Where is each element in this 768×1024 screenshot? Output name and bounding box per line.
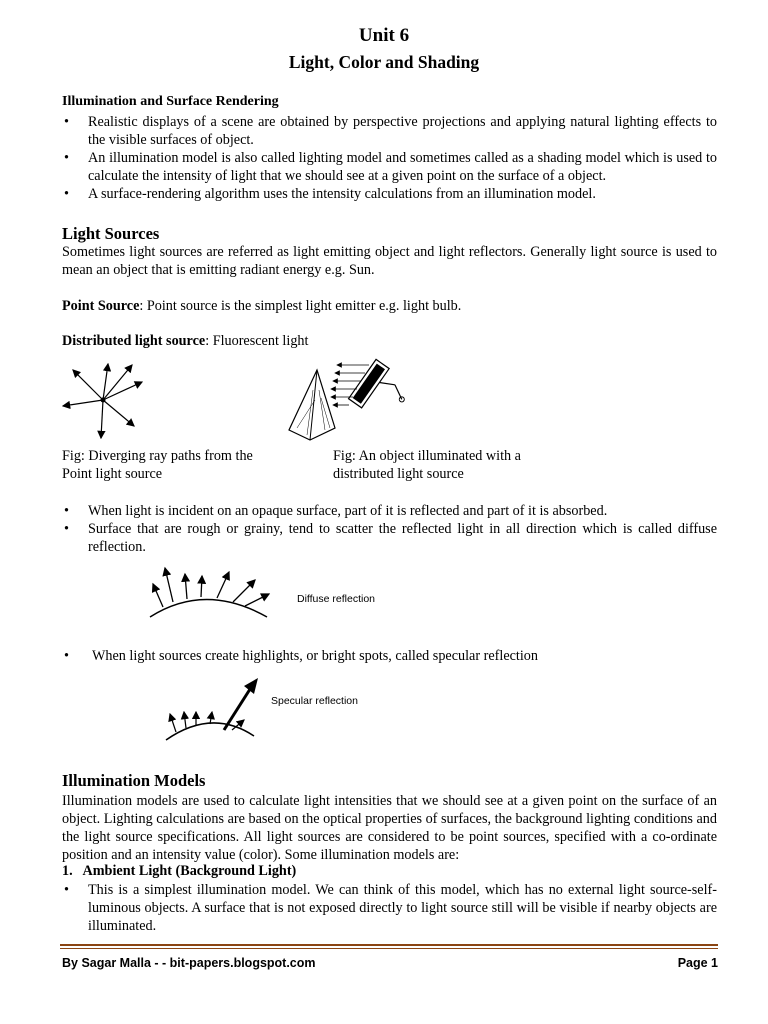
unit-title: Unit 6: [358, 25, 410, 46]
list-item: • A surface-rendering algorithm uses the intensity calculations from an illumination model.: [62, 185, 717, 203]
fig1-caption: [62, 447, 253, 483]
footer-rule-thin: [60, 948, 718, 949]
point-source-text: : Point source is the simplest light emitter e.g. light bulb.: [139, 298, 462, 314]
list-item: • This is a simplest illumination model. We can think of this model, which has no external light source-self-luminous objects. A surface that is not exposed directly to light source still will be visible if nearby objects are illuminated.: [62, 881, 717, 935]
list-item: • An illumination model is also called lighting model and sometimes called as a shading model which is used to calculate the intensity of light that we should see at a given point on the surface of a object.: [62, 149, 717, 185]
fig1-caption-line2: Point light source: [62, 466, 163, 482]
specular-bullet: [62, 647, 717, 665]
list-item: • When light sources create highlights, or bright spots, called specular reflection: [62, 647, 717, 665]
fig2-caption-line1: Fig: An object illuminated with a: [333, 448, 521, 464]
illumination-models-heading: Illumination Models: [62, 771, 206, 790]
list-item: • Realistic displays of a scene are obtained by perspective projections and applying natural lighting effects to the visible surfaces of object.: [62, 113, 717, 149]
distributed-source-paragraph: [62, 332, 717, 350]
specular-reflection-figure: [162, 678, 262, 746]
illumination-surface-heading: Illumination and Surface Rendering: [62, 94, 279, 109]
light-sources-paragraph: Sometimes light sources are referred as light emitting object and light reflectors. Generally light source is used to mean an object that is emitting radiant energy e.g. Sun.: [62, 244, 717, 278]
footer-rule: [60, 944, 718, 946]
point-source-label: Point Source: [62, 298, 140, 314]
fig1-caption-line1: Fig: Diverging ray paths from the: [62, 448, 253, 464]
specular-reflection-label: Specular reflection: [271, 695, 358, 707]
list-item: • Surface that are rough or grainy, tend to scatter the reflected light in all direction which is called diffuse reflection.: [62, 520, 717, 556]
footer-page-number: Page 1: [677, 956, 718, 970]
light-sources-heading: Light Sources: [62, 224, 160, 243]
ambient-light-bullets: [62, 881, 717, 935]
diffuse-reflection-figure: [145, 562, 275, 624]
ambient-light-heading: 1. Ambient Light (Background Light): [62, 863, 297, 879]
list-item: • When light is incident on an opaque surface, part of it is reflected and part of it is absorbed.: [62, 502, 717, 520]
reflection-bullets: [62, 502, 717, 556]
footer-author: By Sagar Malla - - bit-papers.blogspot.com: [62, 956, 316, 970]
distributed-source-label: Distributed light source: [62, 333, 206, 349]
distributed-source-text: : Fluorescent light: [205, 333, 309, 349]
illumination-surface-bullets: [62, 113, 717, 203]
point-light-figure: [60, 362, 150, 452]
fig2-caption: [333, 447, 521, 483]
distributed-light-figure: [285, 360, 435, 450]
fig2-caption-line2: distributed light source: [333, 466, 464, 482]
point-source-paragraph: [62, 297, 717, 315]
illumination-models-paragraph: Illumination models are used to calculate light intensities that we should see at a given point on the surface of an object. Lighting calculations are based on the optical properties of surfaces, the background lighting conditions and the light source specifications. All light sources are considered to be point sources, specified with a co-ordinate position and an intensity value (color). Some illumination models are:: [62, 793, 717, 863]
diffuse-reflection-label: Diffuse reflection: [297, 593, 376, 605]
page-title: Light, Color and Shading: [288, 52, 480, 72]
